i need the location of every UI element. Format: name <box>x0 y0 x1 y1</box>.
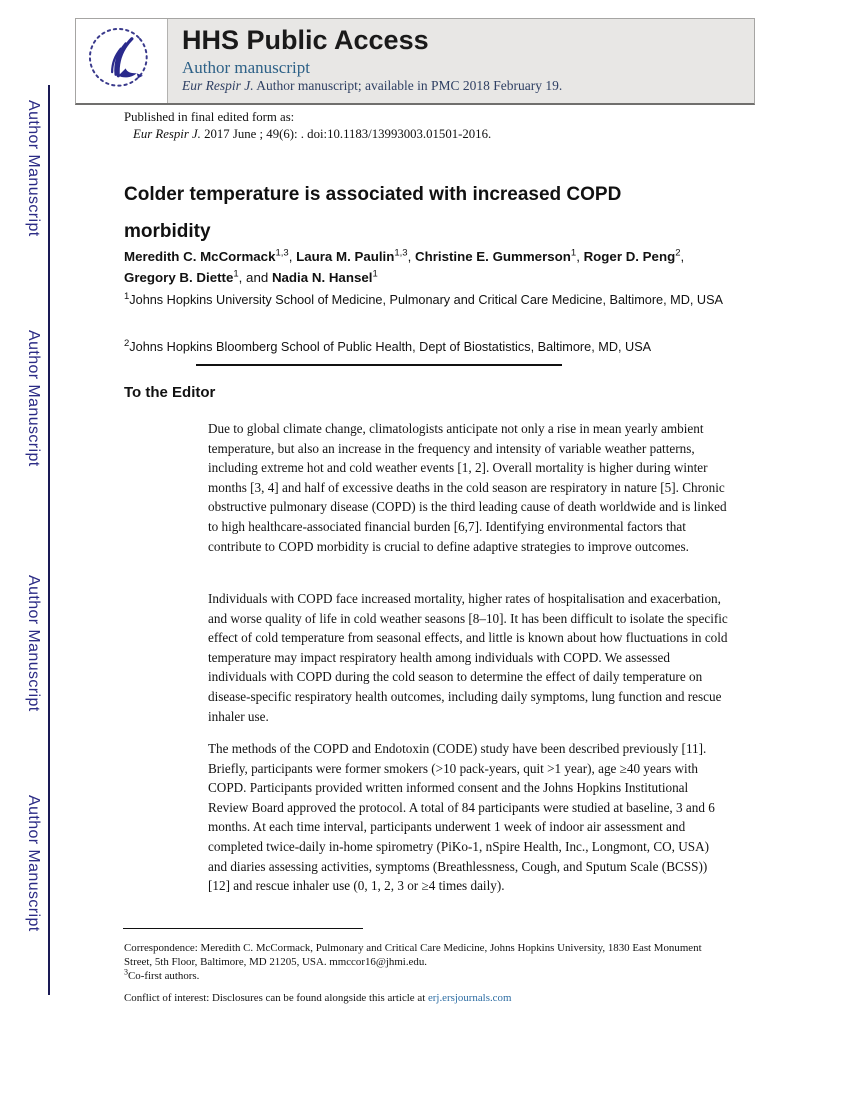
affiliation-2-text: Johns Hopkins Bloomberg School of Public Health, Dept of Biostatistics, Baltimore, MD, USA <box>129 340 652 354</box>
published-citation-rest: 2017 June ; 49(6): . doi:10.1183/13993003.01501-2016. <box>200 127 492 141</box>
author-separator: , <box>407 249 415 264</box>
footnote-correspondence: Correspondence: Meredith C. McCormack, Pulmonary and Critical Care Medicine, Johns Hopkins University, 1830 East Monument Street, 5th Floor, Baltimore, MD 21205, USA. mmccor16@jhmi.edu. <box>124 942 702 968</box>
author-separator: , <box>576 249 584 264</box>
header-citation-journal: Eur Respir J. <box>182 78 254 93</box>
author-affiliation-sup: 1,3 <box>275 247 289 259</box>
footnote-cofirst-text: Co-first authors. <box>128 969 200 982</box>
author-name: Roger D. Peng <box>583 249 676 264</box>
affiliation-2-sup: 2 <box>124 337 130 349</box>
author-name: Gregory B. Diette <box>124 270 234 285</box>
hhs-eagle-icon <box>85 24 159 98</box>
affiliation-1-text: Johns Hopkins University School of Medicine, Pulmonary and Critical Care Medicine, Baltimore, MD, USA <box>129 293 724 307</box>
body-paragraph-2: Individuals with COPD face increased mortality, higher rates of hospitalisation and exacerbation, and worse quality of life in cold weather seasons [8–10]. It has been difficult to isolate the specific effect of cold temperature from seasonal effects, and little is known about how fluctuations in cold temperature may impact respiratory health among individuals with COPD. We assessed individuals with COPD during the cold season to determine the effect of daily temperature on disease-specific respiratory health outcomes, including daily symptoms, lung function and rescue inhaler use. <box>208 591 728 724</box>
footnote-cofirst <box>124 966 732 984</box>
author-affiliation-sup: 1,3 <box>394 247 408 259</box>
article-title: Colder temperature is associated with increased COPD morbidity <box>124 184 622 242</box>
affiliation-2 <box>124 337 728 357</box>
watermark-rule <box>48 85 50 995</box>
affiliation-1-sup: 1 <box>124 290 130 302</box>
watermark-author-manuscript-3: Author Manuscript <box>25 575 42 712</box>
footnotes <box>124 942 732 1006</box>
hhs-logo-box <box>76 19 168 103</box>
footnote-cofirst-sup: 3 <box>124 966 128 976</box>
author-affiliation-sup: 2 <box>675 247 681 259</box>
footnote-divider <box>123 928 363 929</box>
footnote-conflict-text: Conflict of interest: Disclosures can be found alongside this article at <box>124 992 428 1005</box>
header-citation-rest: Author manuscript; available in PMC 2018 February 19. <box>253 78 563 93</box>
author-separator: , <box>680 249 685 264</box>
author-name: Laura M. Paulin <box>296 249 395 264</box>
author-name: Christine E. Gummerson <box>414 249 571 264</box>
author-separator: , and <box>238 270 272 285</box>
footnote-conflict <box>124 992 732 1006</box>
body-paragraph-1: Due to global climate change, climatologists anticipate not only a rise in mean yearly ambient temperature, but also an increase in the frequency and intensity of variable weather patterns, including extreme hot and cold weather events [1, 2]. Overall mortality is higher during winter months [3, 4] and half of excessive deaths in the cold season are respiratory in nature [5]. Chronic obstructive pulmonary disease (COPD) is the third leading cause of death worldwide and is linked to high healthcare-associated financial burden [6,7]. Identifying environmental factors that contribute to COPD morbidity is crucial to define adaptive strategies to improve outcomes. <box>208 421 727 554</box>
published-info <box>124 109 491 143</box>
section-heading: To the Editor <box>124 384 216 401</box>
author-separator: , <box>288 249 297 264</box>
published-journal[interactable]: Eur Respir J. <box>133 127 201 141</box>
header-text-block <box>168 19 562 103</box>
header-title: HHS Public Access <box>182 25 429 55</box>
body-paragraph-3: The methods of the COPD and Endotoxin (CODE) study have been described previously [11]. Briefly, participants were former smokers (>10 pack-years, quit >1 year), age ≥40 years with COPD. Participants provided written informed consent and the Johns Hopkins Institutional Review Board approved the protocol. A total of 84 participants were studied at baseline, 3 and 6 months. At each time interval, participants underwent 1 week of indoor air assessment and completed twice-daily in-home spirometry (PiKo-1, nSpire Health, Inc., Longmont, CO, USA) and diaries assessing activities, symptoms (Breathlessness, Cough, and Sputum Scale (BCSS)) [12] and rescue inhaler use (0, 1, 2, 3 or ≥4 times daily). <box>208 741 715 894</box>
header-subtitle-link[interactable]: Author manuscript <box>182 58 310 77</box>
watermark-author-manuscript-2: Author Manuscript <box>25 330 42 467</box>
author-list <box>124 246 728 288</box>
author-name: Nadia N. Hansel <box>271 270 373 285</box>
watermark-author-manuscript-4: Author Manuscript <box>25 795 42 932</box>
author-affiliation-sup: 1 <box>372 268 378 280</box>
published-label: Published in final edited form as: <box>124 110 295 124</box>
conflict-disclosure-link[interactable]: erj.ersjournals.com <box>427 992 512 1005</box>
header-citation <box>182 78 562 94</box>
affiliation-1 <box>124 290 728 310</box>
author-name: Meredith C. McCormack <box>124 249 276 264</box>
author-affiliation-sup: 1 <box>233 268 239 280</box>
author-affiliation-sup: 1 <box>570 247 577 259</box>
watermark-author-manuscript-1: Author Manuscript <box>25 100 42 237</box>
published-citation <box>133 126 491 143</box>
front-matter-divider <box>196 364 562 366</box>
pmc-header <box>75 18 755 105</box>
